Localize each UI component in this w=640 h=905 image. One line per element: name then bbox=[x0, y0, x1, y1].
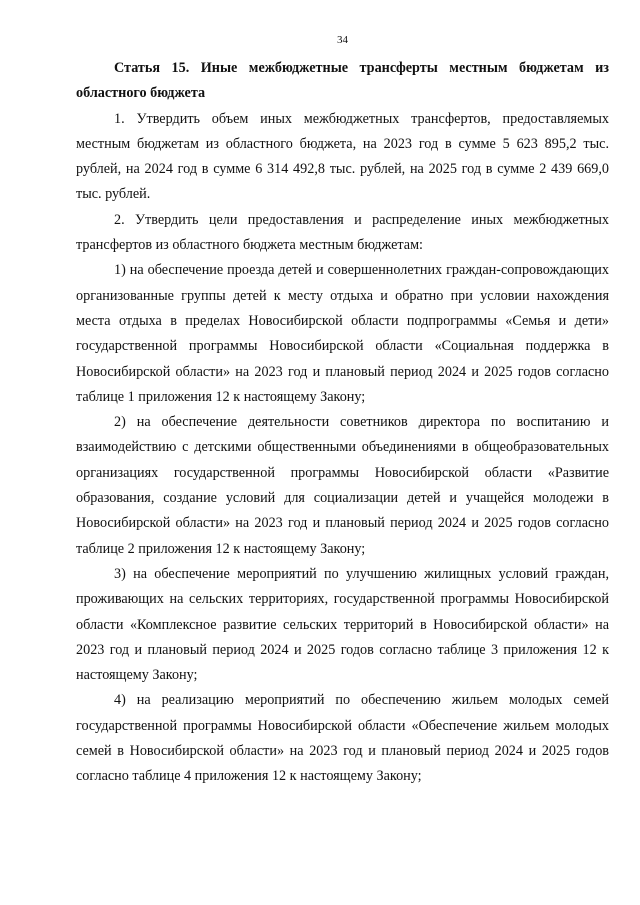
list-item-2: 2) на обеспечение деятельности советников директора по воспитанию и взаимодействию с детскими общественными объединениями в общеобразовательных организациях государственной программы Новосибирской области «Развитие образования, создание условий для социализации детей и учащейся молодежи в Новосибирской области» на 2023 год и плановый период 2024 и 2025 годов согласно таблице 2 приложения 12 к настоящему Закону; bbox=[76, 414, 609, 557]
list-item-3: 3) на обеспечение мероприятий по улучшению жилищных условий граждан, проживающих на сельских территориях, государственной программы Новосибирской области «Комплексное развитие сельских территорий в Новосибирской области» на 2023 год и плановый период 2024 и 2025 годов согласно таблице 3 приложения 12 к настоящему Закону; bbox=[76, 565, 609, 684]
list-item-4: 4) на реализацию мероприятий по обеспечению жильем молодых семей государственной программы Новосибирской области «Обеспечение жильем молодых семей в Новосибирской области» на 2023 год и плановый период 2024 и 2025 годов согласно таблице 4 приложения 12 к настоящему Закону; bbox=[76, 692, 609, 785]
article-heading: Статья 15. Иные межбюджетные трансферты местным бюджетам из областного бюджета bbox=[76, 60, 609, 102]
page-number: 34 bbox=[337, 34, 348, 46]
paragraph-purposes: 2. Утвердить цели предоставления и распределение иных межбюджетных трансфертов из областного бюджета местным бюджетам: bbox=[76, 211, 609, 254]
paragraph-volume: 1. Утвердить объем иных межбюджетных трансфертов, предоставляемых местным бюджетам из областного бюджета, на 2023 год в сумме 5 623 895,2 тыс. рублей, на 2024 год в сумме 6 314 492,8 тыс. рублей, на 2025 год в сумме 2 439 669,0 тыс. рублей. bbox=[76, 110, 609, 203]
list-item-1: 1) на обеспечение проезда детей и совершеннолетних граждан-сопровождающих организованные группы детей к месту отдыха и обратно при условии нахождения места отдыха в пределах Новосибирской области подпрограммы «Семья и дети» государственной программы Новосибирской области «Социальная поддержка в Новосибирской области» на 2023 год и плановый период 2024 и 2025 годов согласно таблице 1 приложения 12 к настоящему Закону; bbox=[76, 262, 609, 405]
document-page bbox=[76, 34, 609, 790]
